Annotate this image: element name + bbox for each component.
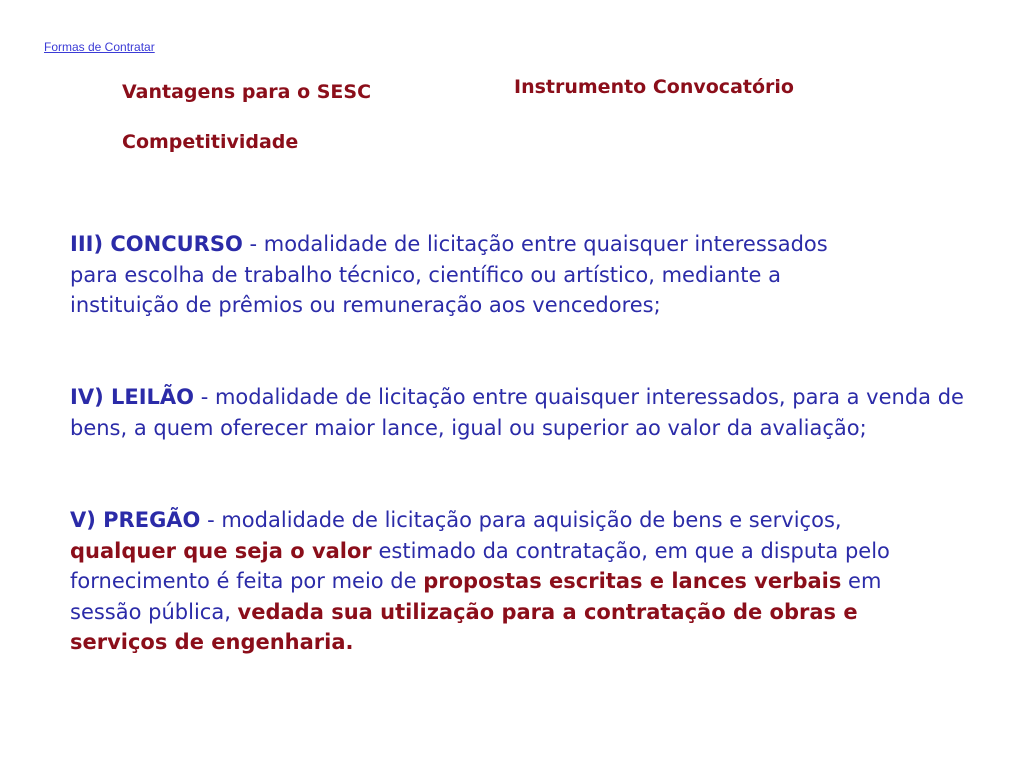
formas-de-contratar-link[interactable]: Formas de Contratar [44, 40, 155, 54]
paragraph-pregao [70, 505, 970, 658]
term-leilao: IV) LEILÃO [70, 385, 195, 409]
highlight-propostas-lances: propostas escritas e lances verbais [423, 569, 842, 593]
highlight-vedada-utilizacao: vedada sua utilização para a contratação de obras e serviços de engenharia. [70, 599, 858, 654]
definition-leilao: - modalidade de licitação entre quaisquer interessados, para a venda de bens, a quem oferecer maior lance, igual ou superior ao valor da avaliação; [70, 385, 964, 440]
paragraph-leilao [70, 382, 970, 443]
paragraph-concurso [70, 229, 970, 321]
definition-concurso: - modalidade de licitação entre quaisquer interessados para escolha de trabalho técnico, científico ou artístico, mediante a instituição de prêmios ou remuneração aos vencedores; [70, 232, 828, 317]
definition-pregao-part2: estimado da contratação, em que a disputa pelo fornecimento é feita por meio de [70, 538, 890, 593]
term-pregao: V) PREGÃO [70, 508, 201, 532]
definition-pregao-part1: - modalidade de licitação para aquisição de bens e serviços, [200, 508, 842, 532]
heading-competitividade: Competitividade [122, 131, 299, 153]
heading-vantagens: Vantagens para o SESC [122, 81, 372, 103]
definition-pregao-part3: em sessão pública, [70, 569, 882, 624]
highlight-qualquer-valor: qualquer que seja o valor [70, 538, 372, 563]
heading-instrumento-convocatorio: Instrumento Convocatório [514, 76, 794, 98]
term-concurso: III) CONCURSO [70, 232, 243, 256]
